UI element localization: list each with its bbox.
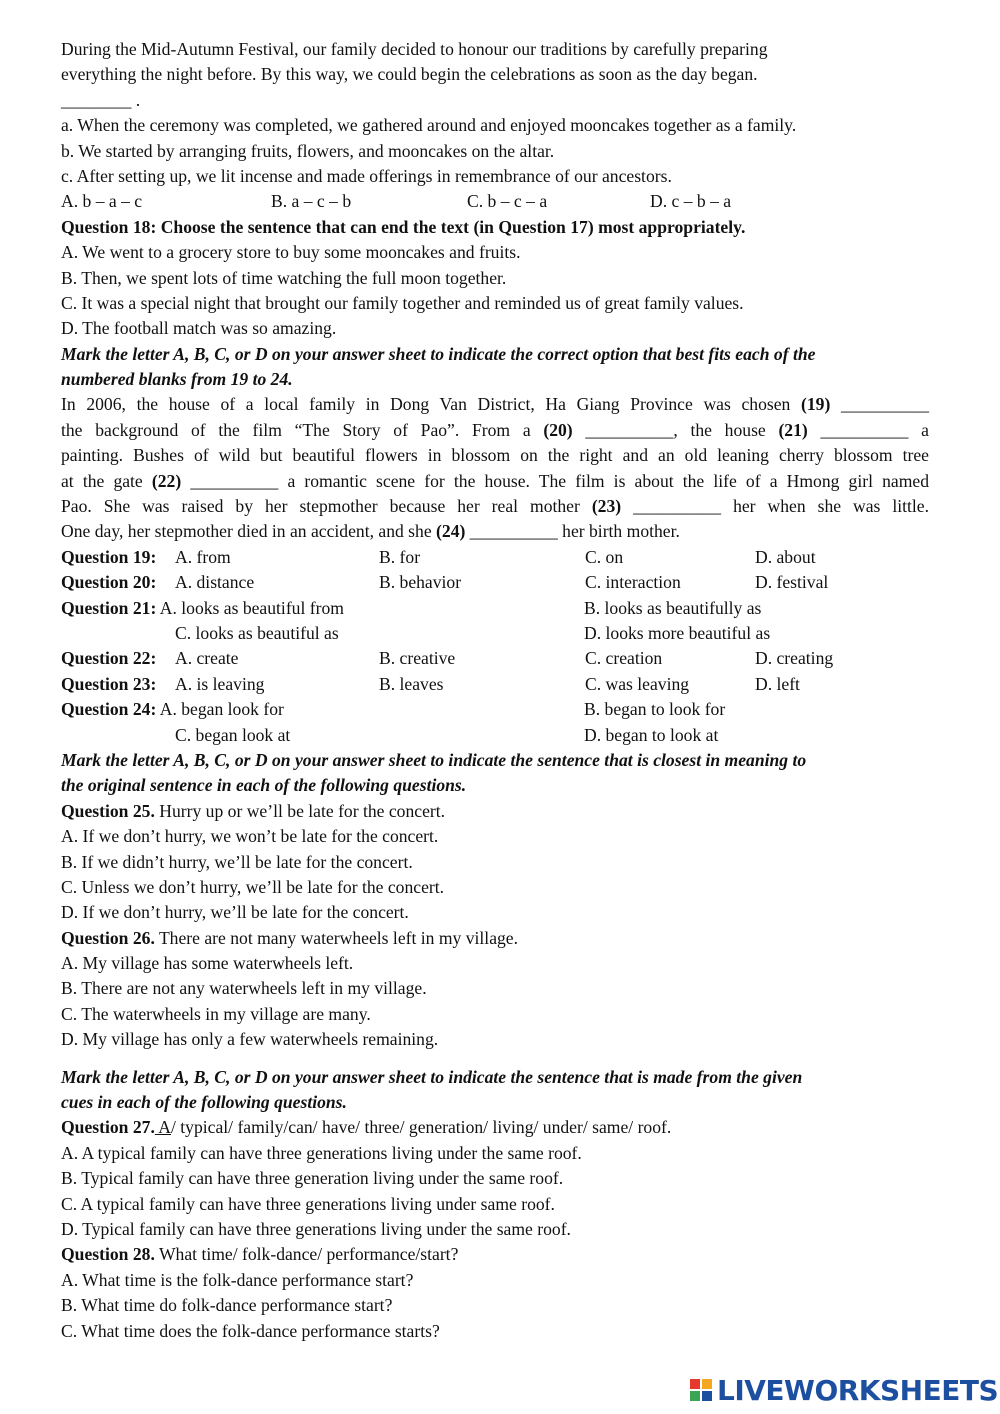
q23-option-b[interactable]: B. leaves xyxy=(379,673,444,694)
instruction-27-28: Mark the letter A, B, C, or D on your answer sheet to indicate the sentence that is made from the given xyxy=(61,1066,803,1087)
logo-block xyxy=(702,1391,712,1401)
q26-option-d[interactable]: D. My village has only a few waterwheels remaining. xyxy=(61,1029,439,1050)
q20-option-a[interactable]: A. distance xyxy=(175,572,255,593)
q28-option-a[interactable]: A. What time is the folk-dance performance start? xyxy=(61,1269,414,1290)
q23-option-c[interactable]: C. was leaving xyxy=(585,673,690,694)
blank-24[interactable]: __________ xyxy=(469,521,558,542)
q17-item-c: c. After setting up, we lit incense and made offerings in remembrance of our ancestors. xyxy=(61,165,672,186)
question-24: Question 24: A. began look for B. began to look for xyxy=(61,697,929,722)
q17-item-a: a. When the ceremony was completed, we gathered around and enjoyed mooncakes together as a family. xyxy=(61,115,797,136)
question-22: Question 22: A. create B. creative C. creation D. creating xyxy=(61,646,929,671)
blank-20[interactable]: __________ xyxy=(585,419,674,440)
question-23: Question 23: A. is leaving B. leaves C. was leaving D. left xyxy=(61,672,929,697)
q21-option-a[interactable]: A. looks as beautiful from xyxy=(159,597,344,618)
q18-option-d[interactable]: D. The football match was so amazing. xyxy=(61,318,337,339)
q22-option-c[interactable]: C. creation xyxy=(585,648,663,669)
instruction-19-24-cont: numbered blanks from 19 to 24. xyxy=(61,369,293,390)
instruction-25-26-cont: the original sentence in each of the following questions. xyxy=(61,775,467,796)
instruction-27-28-cont: cues in each of the following questions. xyxy=(61,1092,347,1113)
q27-option-a[interactable]: A. A typical family can have three generations living under the same roof. xyxy=(61,1142,582,1163)
q20-option-b[interactable]: B. behavior xyxy=(379,572,462,593)
q28-option-b[interactable]: B. What time do folk-dance performance start? xyxy=(61,1295,393,1316)
logo-text: LIVEWORKSHEETS xyxy=(717,1373,999,1407)
q28-option-c[interactable]: C. What time does the folk-dance performance starts? xyxy=(61,1320,440,1341)
q27-option-c[interactable]: C. A typical family can have three generations living under same roof. xyxy=(61,1193,555,1214)
q22-option-b[interactable]: B. creative xyxy=(379,648,456,669)
logo-block xyxy=(690,1391,700,1401)
q19-option-b[interactable]: B. for xyxy=(379,546,421,567)
q20-option-c[interactable]: C. interaction xyxy=(585,572,681,593)
instruction-25-26: Mark the letter A, B, C, or D on your answer sheet to indicate the sentence that is closest in meaning to xyxy=(61,749,807,770)
q21-option-d[interactable]: D. looks more beautiful as xyxy=(584,622,771,643)
q17-option-c[interactable]: C. b – c – a xyxy=(467,191,548,212)
passage-line-2: the background of the film “The Story of Pao”. From a (20) __________, the house (21) __________ a xyxy=(61,419,929,440)
q25-option-d[interactable]: D. If we don’t hurry, we’ll be late for the concert. xyxy=(61,902,409,923)
question-28: Question 28. What time/ folk-dance/ performance/start? xyxy=(61,1244,459,1265)
passage-line-1: In 2006, the house of a local family in Dong Van District, Ha Giang Province was chosen (19) __________ xyxy=(61,394,929,415)
q19-option-a[interactable]: A. from xyxy=(175,546,231,567)
q25-option-a[interactable]: A. If we don’t hurry, we won’t be late for the concert. xyxy=(61,826,439,847)
q27-option-b[interactable]: B. Typical family can have three generation living under the same roof. xyxy=(61,1168,564,1189)
q24-option-a[interactable]: A. began look for xyxy=(159,699,284,720)
q26-option-b[interactable]: B. There are not any waterwheels left in my village. xyxy=(61,978,427,999)
q18-option-c[interactable]: C. It was a special night that brought our family together and reminded us of great family values. xyxy=(61,292,744,313)
passage-line-3: painting. Bushes of wild but beautiful flowers in blossom on the right and an old leaning cherry blossom tree xyxy=(61,445,929,466)
q23-option-d[interactable]: D. left xyxy=(755,673,800,694)
question-20: Question 20: A. distance B. behavior C. interaction D. festival xyxy=(61,570,929,595)
intro-line: everything the night before. By this way, we could begin the celebrations as soon as the day began. xyxy=(61,64,758,85)
q17-item-b: b. We started by arranging fruits, flowers, and mooncakes on the altar. xyxy=(61,140,555,161)
question-27: Question 27. A/ typical/ family/can/ have/ three/ generation/ living/ under/ same/ roof. xyxy=(61,1117,672,1138)
q17-options xyxy=(61,189,929,214)
q26-option-a[interactable]: A. My village has some waterwheels left. xyxy=(61,953,354,974)
intro-blank: ________ . xyxy=(61,89,141,110)
q17-option-d[interactable]: D. c – b – a xyxy=(650,191,732,212)
q26-option-c[interactable]: C. The waterwheels in my village are many. xyxy=(61,1003,371,1024)
q25-option-c[interactable]: C. Unless we don’t hurry, we’ll be late for the concert. xyxy=(61,876,445,897)
q17-option-a[interactable]: A. b – a – c xyxy=(61,191,143,212)
q23-option-a[interactable]: A. is leaving xyxy=(175,673,265,694)
q21-option-c[interactable]: C. looks as beautiful as xyxy=(175,622,339,643)
q22-option-a[interactable]: A. create xyxy=(175,648,239,669)
q22-option-d[interactable]: D. creating xyxy=(755,648,834,669)
blank-22[interactable]: __________ xyxy=(190,470,279,491)
q24-option-b[interactable]: B. began to look for xyxy=(584,699,726,720)
q19-option-d[interactable]: D. about xyxy=(755,546,816,567)
question-26: Question 26. There are not many waterwheels left in my village. xyxy=(61,927,519,948)
q20-option-d[interactable]: D. festival xyxy=(755,572,829,593)
passage-line-5: Pao. She was raised by her stepmother because her real mother (23) __________ her when she was little. xyxy=(61,496,930,517)
q27-option-d[interactable]: D. Typical family can have three generations living under the same roof. xyxy=(61,1218,571,1239)
q24-option-d[interactable]: D. began to look at xyxy=(584,724,719,745)
passage-line-6: One day, her stepmother died in an accident, and she (24) __________ her birth mother. xyxy=(61,521,680,542)
q25-option-b[interactable]: B. If we didn’t hurry, we’ll be late for the concert. xyxy=(61,851,413,872)
question-21: Question 21: A. looks as beautiful from B. looks as beautifully as xyxy=(61,596,929,621)
instruction-19-24: Mark the letter A, B, C, or D on your answer sheet to indicate the correct option that best fits each of the xyxy=(61,343,816,364)
question-25: Question 25. Hurry up or we’ll be late for the concert. xyxy=(61,800,446,821)
q19-option-c[interactable]: C. on xyxy=(585,546,624,567)
worksheet-page xyxy=(61,37,929,1344)
q18-title: Question 18: Choose the sentence that can end the text (in Question 17) most appropriately. xyxy=(61,216,746,237)
blank-23[interactable]: __________ xyxy=(633,496,722,517)
question-24-cont xyxy=(61,723,929,748)
liveworksheets-logo[interactable] xyxy=(690,1374,998,1406)
question-19: Question 19: A. from B. for C. on D. about xyxy=(61,545,929,570)
q21-option-b[interactable]: B. looks as beautifully as xyxy=(584,597,762,618)
blank-21[interactable]: __________ xyxy=(820,419,909,440)
passage-line-4: at the gate (22) __________ a romantic scene for the house. The film is about the life of a Hmong girl named xyxy=(61,470,930,491)
q18-option-a[interactable]: A. We went to a grocery store to buy some mooncakes and fruits. xyxy=(61,242,521,263)
intro-line: During the Mid-Autumn Festival, our family decided to honour our traditions by carefully preparing xyxy=(61,39,768,59)
q18-option-b[interactable]: B. Then, we spent lots of time watching the full moon together. xyxy=(61,267,507,288)
logo-block xyxy=(702,1379,712,1389)
question-21-cont xyxy=(61,621,929,646)
blank-19[interactable]: __________ xyxy=(841,394,929,415)
q17-option-b[interactable]: B. a – c – b xyxy=(271,191,352,212)
liveworksheets-logo-icon xyxy=(690,1377,714,1403)
q24-option-c[interactable]: C. began look at xyxy=(175,724,291,745)
logo-block xyxy=(690,1379,700,1389)
